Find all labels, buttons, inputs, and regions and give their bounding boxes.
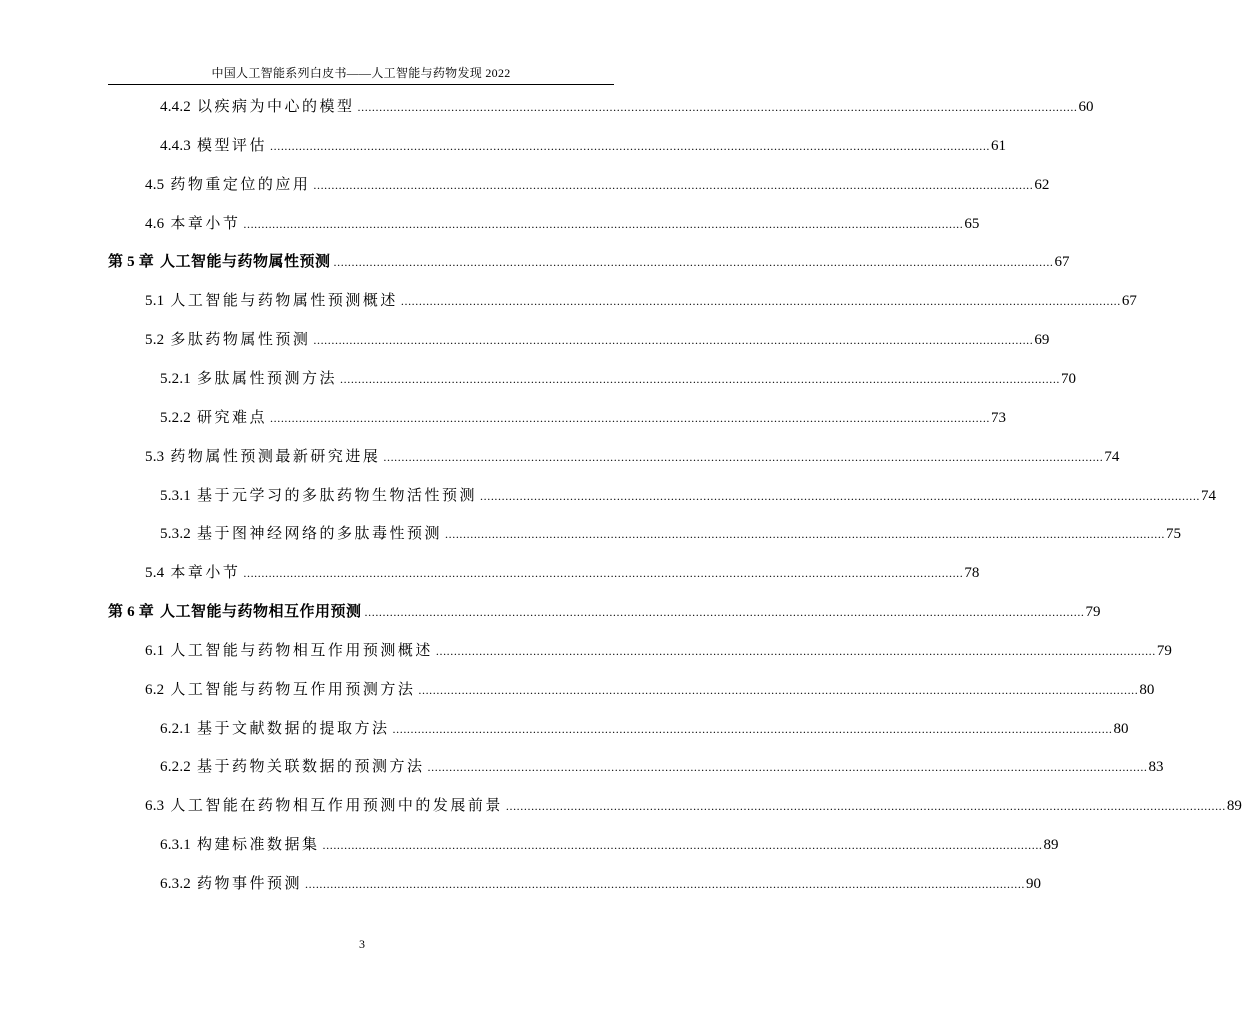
toc-entry-title: 人工智能与药物互作用预测方法: [170, 682, 416, 698]
toc-entry-page: 79: [1085, 604, 1101, 620]
toc-entry: [160, 757, 1164, 777]
toc-entry: [145, 175, 1050, 195]
toc-entry-number: 4.5: [145, 177, 165, 193]
toc-entry-number: 4.4.2: [160, 99, 191, 115]
toc-entry-title: 构建标准数据集: [197, 837, 320, 853]
toc-entry: [160, 408, 1007, 428]
running-header: 中国人工智能系列白皮书——人工智能与药物发现 2022: [211, 66, 511, 80]
toc-entry-title: 药物事件预测: [197, 876, 303, 892]
toc-entry: [160, 835, 1059, 855]
toc-entry: [160, 369, 1077, 389]
toc-entry: [145, 447, 1120, 467]
toc-entry-number: 第 6 章: [108, 604, 155, 620]
toc-leader-dots: ........................................................................................................................................................................................................: [340, 372, 1061, 386]
toc-leader-dots: ........................................................................................................................................................................................................: [480, 489, 1201, 503]
toc-entry: [160, 136, 1007, 156]
toc-entry-number: 6.3: [145, 798, 165, 814]
toc-entry-page: 78: [964, 565, 980, 581]
toc-entry-title: 基于元学习的多肽药物生物活性预测: [197, 488, 478, 504]
toc-chapter-entry: [108, 602, 1101, 622]
toc-entry-title: 人工智能与药物属性预测: [160, 254, 331, 270]
toc-entry-number: 5.3: [145, 449, 165, 465]
toc-entry-title: 药物重定位的应用: [170, 177, 311, 193]
toc-entry-page: 73: [991, 410, 1007, 426]
toc-entry-page: 67: [1054, 254, 1070, 270]
toc-leader-dots: ........................................................................................................................................................................................................: [400, 294, 1121, 308]
toc-entry-page: 79: [1156, 643, 1172, 659]
toc-leader-dots: ........................................................................................................................................................................................................: [364, 605, 1085, 619]
toc-entry-title: 人工智能与药物相互作用预测: [160, 604, 362, 620]
toc-leader-dots: ........................................................................................................................................................................................................: [243, 217, 964, 231]
toc-entry-title: 人工智能与药物相互作用预测概述: [170, 643, 433, 659]
toc-entry: [145, 214, 980, 234]
toc-leader-dots: ........................................................................................................................................................................................................: [313, 178, 1034, 192]
toc-entry-page: 74: [1104, 449, 1120, 465]
toc-entry-title: 本章小节: [170, 565, 241, 581]
toc-leader-dots: ........................................................................................................................................................................................................: [505, 799, 1226, 813]
toc-entry-page: 80: [1113, 721, 1129, 737]
toc-entry-number: 5.2: [145, 332, 165, 348]
toc-entry-number: 5.1: [145, 293, 165, 309]
toc-entry: [145, 796, 1242, 816]
toc-leader-dots: ........................................................................................................................................................................................................: [383, 450, 1104, 464]
toc-entry-title: 基于图神经网络的多肽毒性预测: [197, 526, 443, 542]
toc-entry-page: 62: [1034, 177, 1050, 193]
toc-entry-page: 89: [1043, 837, 1059, 853]
toc-entry-page: 89: [1226, 798, 1242, 814]
toc-leader-dots: ........................................................................................................................................................................................................: [313, 333, 1034, 347]
toc-entry-number: 5.3.1: [160, 488, 191, 504]
toc-leader-dots: ........................................................................................................................................................................................................: [357, 100, 1078, 114]
toc-entry-page: 60: [1078, 99, 1094, 115]
toc-entry-number: 第 5 章: [108, 254, 155, 270]
toc-leader-dots: ........................................................................................................................................................................................................: [305, 877, 1026, 891]
toc-entry-title: 基于药物关联数据的预测方法: [197, 759, 425, 775]
toc-entry-title: 模型评估: [197, 138, 268, 154]
toc-leader-dots: ........................................................................................................................................................................................................: [270, 139, 991, 153]
toc-entry-number: 6.1: [145, 643, 165, 659]
toc-entry-page: 74: [1201, 488, 1217, 504]
toc-leader-dots: ........................................................................................................................................................................................................: [270, 411, 991, 425]
toc-entry-page: 67: [1121, 293, 1137, 309]
toc-entry-title: 研究难点: [197, 410, 268, 426]
toc-leader-dots: ........................................................................................................................................................................................................: [418, 683, 1139, 697]
toc-entry: [145, 291, 1137, 311]
toc-leader-dots: ........................................................................................................................................................................................................: [427, 760, 1148, 774]
toc-entry-page: 69: [1034, 332, 1050, 348]
toc-entry: [145, 680, 1155, 700]
toc-leader-dots: ........................................................................................................................................................................................................: [392, 722, 1113, 736]
page-number: 3: [359, 937, 365, 951]
toc-entry-page: 61: [991, 138, 1007, 154]
toc-entry-number: 6.2.2: [160, 759, 191, 775]
toc-entry-number: 5.4: [145, 565, 165, 581]
toc-entry-page: 90: [1026, 876, 1042, 892]
toc-entry-number: 5.2.2: [160, 410, 191, 426]
toc-leader-dots: ........................................................................................................................................................................................................: [333, 255, 1054, 269]
toc-entry-number: 6.2.1: [160, 721, 191, 737]
toc-entry: [145, 563, 980, 583]
toc-entry-number: 5.2.1: [160, 371, 191, 387]
toc-entry: [160, 524, 1182, 544]
toc-entry-number: 6.3.1: [160, 837, 191, 853]
header-rule: [108, 84, 614, 85]
toc-entry-title: 人工智能在药物相互作用预测中的发展前景: [170, 798, 503, 814]
toc-entry-title: 多肽属性预测方法: [197, 371, 338, 387]
toc-entry-title: 多肽药物属性预测: [170, 332, 311, 348]
toc-leader-dots: ........................................................................................................................................................................................................: [435, 644, 1156, 658]
toc-entry: [160, 97, 1094, 117]
toc-entry-page: 70: [1061, 371, 1077, 387]
toc-leader-dots: ........................................................................................................................................................................................................: [243, 566, 964, 580]
toc-entry: [145, 641, 1172, 661]
toc-leader-dots: ........................................................................................................................................................................................................: [445, 527, 1166, 541]
toc-entry-number: 4.6: [145, 216, 165, 232]
toc-entry: [160, 486, 1217, 506]
toc-chapter-entry: [108, 252, 1070, 272]
toc-entry-number: 5.3.2: [160, 526, 191, 542]
toc-entry-title: 药物属性预测最新研究进展: [170, 449, 381, 465]
toc-entry: [160, 719, 1129, 739]
toc-leader-dots: ........................................................................................................................................................................................................: [322, 838, 1043, 852]
toc-entry-page: 83: [1148, 759, 1164, 775]
toc-entry-title: 本章小节: [170, 216, 241, 232]
toc-entry-page: 65: [964, 216, 980, 232]
toc-entry-title: 基于文献数据的提取方法: [197, 721, 390, 737]
toc-entry-page: 80: [1139, 682, 1155, 698]
toc-entry-number: 6.2: [145, 682, 165, 698]
toc-entry-number: 6.3.2: [160, 876, 191, 892]
toc-entry: [160, 874, 1042, 894]
toc-entry-title: 以疾病为中心的模型: [197, 99, 355, 115]
toc-entry-title: 人工智能与药物属性预测概述: [170, 293, 398, 309]
toc-entry: [145, 330, 1050, 350]
toc-entry-number: 4.4.3: [160, 138, 191, 154]
toc-entry-page: 75: [1166, 526, 1182, 542]
